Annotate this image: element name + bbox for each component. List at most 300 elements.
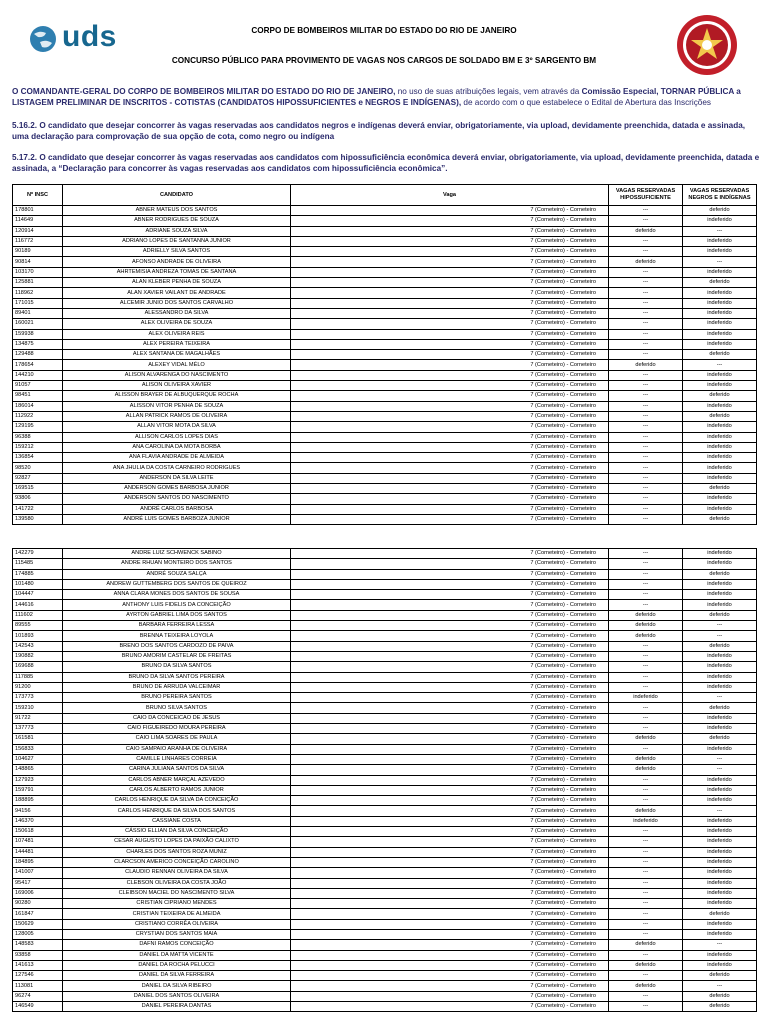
cell-negros-indigenas: ---	[683, 226, 757, 236]
cell-candidato: ANDERSON DA SILVA LEITE	[63, 473, 291, 483]
table-row	[13, 837, 757, 847]
cell-candidato: BRUNO DA SILVA SANTOS PEREIRA	[63, 672, 291, 682]
candidates-table-1	[12, 184, 757, 525]
cell-insc: 188895	[13, 796, 63, 806]
cell-insc: 128005	[13, 929, 63, 939]
cell-vaga: 7 (Corneteiro) - Corneteiro	[291, 857, 609, 867]
cell-insc: 89401	[13, 308, 63, 318]
table-row	[13, 785, 757, 795]
cell-candidato: CAIO LIMA SOARES DE PAULA	[63, 734, 291, 744]
cell-negros-indigenas: indeferido	[683, 785, 757, 795]
table-row	[13, 278, 757, 288]
cell-hipossuficiente: deferido	[609, 360, 683, 370]
cell-insc: 90280	[13, 899, 63, 909]
cell-vaga: 7 (Corneteiro) - Corneteiro	[291, 693, 609, 703]
table-row	[13, 514, 757, 524]
cell-candidato: CAIO FIGUEIREDO MOURA PEREIRA	[63, 724, 291, 734]
table-row	[13, 888, 757, 898]
table-row	[13, 298, 757, 308]
cell-hipossuficiente: ---	[609, 878, 683, 888]
cell-negros-indigenas: deferido	[683, 610, 757, 620]
cell-hipossuficiente: deferido	[609, 765, 683, 775]
cell-hipossuficiente: ---	[609, 899, 683, 909]
table-row	[13, 868, 757, 878]
cell-candidato: ALLAN PATRICK RAMOS DE OLIVEIRA	[63, 411, 291, 421]
table-row	[13, 929, 757, 939]
cell-insc: 146549	[13, 1002, 63, 1012]
cell-vaga: 7 (Corneteiro) - Corneteiro	[291, 600, 609, 610]
cell-vaga: 7 (Corneteiro) - Corneteiro	[291, 909, 609, 919]
cell-negros-indigenas: indeferido	[683, 494, 757, 504]
cell-negros-indigenas: indeferido	[683, 504, 757, 514]
cell-negros-indigenas: deferido	[683, 991, 757, 1001]
cell-negros-indigenas: indeferido	[683, 267, 757, 277]
header-candidato: CANDIDATO	[63, 185, 291, 206]
cell-insc: 134875	[13, 339, 63, 349]
table-row	[13, 806, 757, 816]
cell-vaga: 7 (Corneteiro) - Corneteiro	[291, 360, 609, 370]
table-row	[13, 919, 757, 929]
cell-hipossuficiente: ---	[609, 651, 683, 661]
header-vaga: Vaga	[291, 185, 609, 206]
cell-insc: 171015	[13, 298, 63, 308]
cell-insc: 93806	[13, 494, 63, 504]
candidates-table-2	[12, 548, 757, 1012]
cell-vaga: 7 (Corneteiro) - Corneteiro	[291, 888, 609, 898]
cell-insc: 178654	[13, 360, 63, 370]
table-row	[13, 236, 757, 246]
cell-negros-indigenas: deferido	[683, 278, 757, 288]
cell-negros-indigenas: ---	[683, 806, 757, 816]
table-row	[13, 991, 757, 1001]
cell-negros-indigenas: deferido	[683, 350, 757, 360]
page-header	[0, 0, 768, 80]
cell-negros-indigenas: deferido	[683, 514, 757, 524]
cell-vaga: 7 (Corneteiro) - Corneteiro	[291, 216, 609, 226]
cell-negros-indigenas: indeferido	[683, 473, 757, 483]
cell-candidato: ANDERSON SANTOS DO NASCIMENTO	[63, 494, 291, 504]
cell-negros-indigenas: indeferido	[683, 401, 757, 411]
cell-insc: 169515	[13, 484, 63, 494]
cell-insc: 142279	[13, 549, 63, 559]
cell-insc: 91722	[13, 713, 63, 723]
cell-negros-indigenas: indeferido	[683, 422, 757, 432]
cell-negros-indigenas: indeferido	[683, 216, 757, 226]
cell-vaga: 7 (Corneteiro) - Corneteiro	[291, 504, 609, 514]
cell-candidato: BRUNO AMORIM CASTELAR DE FREITAS	[63, 651, 291, 661]
cell-insc: 146370	[13, 816, 63, 826]
cell-candidato: CLARCSON AMERICO CONCEIÇÃO CAROLINO	[63, 857, 291, 867]
logo-wordmark: uds	[62, 20, 117, 53]
intro-normal-a: no uso de suas atribuições legais, vem através da	[395, 87, 582, 96]
cell-negros-indigenas: indeferido	[683, 432, 757, 442]
cell-negros-indigenas: deferido	[683, 569, 757, 579]
cell-negros-indigenas: deferido	[683, 703, 757, 713]
cell-vaga: 7 (Corneteiro) - Corneteiro	[291, 724, 609, 734]
table-row	[13, 370, 757, 380]
cell-insc: 141007	[13, 868, 63, 878]
cell-hipossuficiente: ---	[609, 857, 683, 867]
cell-candidato: ANDRÉ CARLOS BARBOSA	[63, 504, 291, 514]
table-row	[13, 579, 757, 589]
cell-candidato: ALISON OLIVEIRA XAVIER	[63, 381, 291, 391]
cell-insc: 117885	[13, 672, 63, 682]
cell-vaga: 7 (Corneteiro) - Corneteiro	[291, 514, 609, 524]
cell-candidato: ALLISON CARLOS LOPES DIAS	[63, 432, 291, 442]
cell-vaga: 7 (Corneteiro) - Corneteiro	[291, 298, 609, 308]
table-row	[13, 473, 757, 483]
intro-bold-a: O COMANDANTE-GERAL DO CORPO DE BOMBEIROS MILITAR DO ESTADO DO RIO DE JANEIRO,	[12, 87, 396, 96]
cell-candidato: ALAN XAVIER VAILANT DE ANDRADE	[63, 288, 291, 298]
table-row	[13, 621, 757, 631]
cell-vaga: 7 (Corneteiro) - Corneteiro	[291, 206, 609, 216]
cell-insc: 137773	[13, 724, 63, 734]
cell-vaga: 7 (Corneteiro) - Corneteiro	[291, 226, 609, 236]
cell-hipossuficiente: deferido	[609, 940, 683, 950]
cell-negros-indigenas: indeferido	[683, 847, 757, 857]
table-row	[13, 453, 757, 463]
table-row	[13, 1002, 757, 1012]
cell-insc: 95417	[13, 878, 63, 888]
table-row	[13, 442, 757, 452]
cell-vaga: 7 (Corneteiro) - Corneteiro	[291, 744, 609, 754]
table-header-row	[13, 185, 757, 206]
table-row	[13, 432, 757, 442]
cell-insc: 98451	[13, 391, 63, 401]
cell-hipossuficiente: ---	[609, 590, 683, 600]
cell-candidato: AYRTON GABRIEL LIMA DOS SANTOS	[63, 610, 291, 620]
document-subtitle: CONCURSO PÚBLICO PARA PROVIMENTO DE VAGAS NOS CARGOS DE SOLDADO BM E 3º SARGENTO BM	[171, 56, 597, 65]
cell-vaga: 7 (Corneteiro) - Corneteiro	[291, 703, 609, 713]
cell-hipossuficiente: ---	[609, 837, 683, 847]
table-row	[13, 971, 757, 981]
cell-negros-indigenas: indeferido	[683, 463, 757, 473]
cell-insc: 159791	[13, 785, 63, 795]
cell-insc: 160021	[13, 319, 63, 329]
cell-candidato: CAIO SAMPAIO ARANHA DE OLIVEIRA	[63, 744, 291, 754]
cell-candidato: ALEXEY VIDAL MÉLO	[63, 360, 291, 370]
table-row	[13, 600, 757, 610]
cell-insc: 190882	[13, 651, 63, 661]
cell-candidato: ANTHONY LUIS FIDELIS DA CONCEIÇÃO	[63, 600, 291, 610]
cell-insc: 103170	[13, 267, 63, 277]
cell-insc: 139580	[13, 514, 63, 524]
cell-negros-indigenas: indeferido	[683, 288, 757, 298]
cell-hipossuficiente: deferido	[609, 734, 683, 744]
cell-hipossuficiente: ---	[609, 971, 683, 981]
cell-vaga: 7 (Corneteiro) - Corneteiro	[291, 734, 609, 744]
cell-hipossuficiente: ---	[609, 473, 683, 483]
cell-insc: 94156	[13, 806, 63, 816]
cell-vaga: 7 (Corneteiro) - Corneteiro	[291, 339, 609, 349]
cell-vaga: 7 (Corneteiro) - Corneteiro	[291, 391, 609, 401]
table-row	[13, 216, 757, 226]
cell-negros-indigenas: indeferido	[683, 919, 757, 929]
cell-candidato: ALEX SANTANA DE MAGALHÃES	[63, 350, 291, 360]
cell-hipossuficiente: ---	[609, 484, 683, 494]
cell-vaga: 7 (Corneteiro) - Corneteiro	[291, 484, 609, 494]
cell-vaga: 7 (Corneteiro) - Corneteiro	[291, 796, 609, 806]
cell-negros-indigenas: indeferido	[683, 442, 757, 452]
cell-candidato: DANIEL DA ROCHA PELUCCI	[63, 960, 291, 970]
table-row	[13, 288, 757, 298]
cell-candidato: ALEX OLIVEIRA DE SOUZA	[63, 319, 291, 329]
cell-candidato: CARLOS ALBERTO RAMOS JUNIOR	[63, 785, 291, 795]
cell-candidato: ANA FLAVIA ANDRADE DE ALMEIDA	[63, 453, 291, 463]
cell-hipossuficiente: ---	[609, 432, 683, 442]
cell-hipossuficiente: indeferido	[609, 693, 683, 703]
cell-vaga: 7 (Corneteiro) - Corneteiro	[291, 765, 609, 775]
cell-candidato: CARLOS HENRIQUE DA SILVA DA CONCEIÇÃO	[63, 796, 291, 806]
cell-vaga: 7 (Corneteiro) - Corneteiro	[291, 827, 609, 837]
table-row	[13, 857, 757, 867]
table-row	[13, 610, 757, 620]
cell-candidato: CÁSSIO ELLIAN DA SILVA CONCEIÇÃO	[63, 827, 291, 837]
cell-candidato: ALEX PEREIRA TEIXEIRA	[63, 339, 291, 349]
cell-negros-indigenas: indeferido	[683, 775, 757, 785]
cell-negros-indigenas: indeferido	[683, 381, 757, 391]
cell-candidato: ALLAN VITOR MOTA DA SILVA	[63, 422, 291, 432]
cell-vaga: 7 (Corneteiro) - Corneteiro	[291, 981, 609, 991]
cell-vaga: 7 (Corneteiro) - Corneteiro	[291, 610, 609, 620]
table-2-body	[13, 549, 757, 1012]
header-insc: Nº INSC	[13, 185, 63, 206]
cell-candidato: DAFNI RAMOS CONCEIÇÃO	[63, 940, 291, 950]
cell-negros-indigenas: indeferido	[683, 878, 757, 888]
cell-candidato: DANIEL DA MATTA VICENTE	[63, 950, 291, 960]
table-row	[13, 422, 757, 432]
cell-hipossuficiente: ---	[609, 288, 683, 298]
cell-negros-indigenas: deferido	[683, 484, 757, 494]
cell-candidato: ANDREW GUTTEMBERG DOS SANTOS DE QUEIROZ	[63, 579, 291, 589]
table-row	[13, 950, 757, 960]
table-row	[13, 391, 757, 401]
cell-insc: 169688	[13, 662, 63, 672]
cell-insc: 92827	[13, 473, 63, 483]
cell-candidato: AFONSO ANDRADE DE OLIVEIRA	[63, 257, 291, 267]
cell-negros-indigenas: ---	[683, 754, 757, 764]
cell-hipossuficiente: ---	[609, 785, 683, 795]
cell-negros-indigenas: ---	[683, 360, 757, 370]
cell-vaga: 7 (Corneteiro) - Corneteiro	[291, 590, 609, 600]
cell-vaga: 7 (Corneteiro) - Corneteiro	[291, 878, 609, 888]
cell-hipossuficiente: ---	[609, 216, 683, 226]
cell-insc: 96388	[13, 432, 63, 442]
cell-hipossuficiente: ---	[609, 744, 683, 754]
cell-negros-indigenas: indeferido	[683, 319, 757, 329]
cell-candidato: CARLOS HENRIQUE DA SILVA DOS SANTOS	[63, 806, 291, 816]
cell-insc: 115485	[13, 559, 63, 569]
cell-vaga: 7 (Corneteiro) - Corneteiro	[291, 775, 609, 785]
cell-candidato: CASSIANE COSTA	[63, 816, 291, 826]
cell-hipossuficiente: ---	[609, 868, 683, 878]
table-row	[13, 672, 757, 682]
cell-vaga: 7 (Corneteiro) - Corneteiro	[291, 288, 609, 298]
cell-hipossuficiente: deferido	[609, 806, 683, 816]
cell-vaga: 7 (Corneteiro) - Corneteiro	[291, 651, 609, 661]
cell-negros-indigenas: indeferido	[683, 308, 757, 318]
cell-hipossuficiente: ---	[609, 278, 683, 288]
table-row	[13, 206, 757, 216]
cell-negros-indigenas: deferido	[683, 206, 757, 216]
table-row	[13, 734, 757, 744]
cell-hipossuficiente: ---	[609, 391, 683, 401]
cell-insc: 101893	[13, 631, 63, 641]
cell-insc: 125881	[13, 278, 63, 288]
cell-insc: 89555	[13, 621, 63, 631]
cell-vaga: 7 (Corneteiro) - Corneteiro	[291, 991, 609, 1001]
cell-vaga: 7 (Corneteiro) - Corneteiro	[291, 940, 609, 950]
cell-vaga: 7 (Corneteiro) - Corneteiro	[291, 950, 609, 960]
document-title: CORPO DE BOMBEIROS MILITAR DO ESTADO DO RIO DE JANEIRO	[251, 26, 517, 35]
cell-hipossuficiente: ---	[609, 682, 683, 692]
cell-insc: 159938	[13, 329, 63, 339]
cell-insc: 178801	[13, 206, 63, 216]
fire-department-seal-icon	[676, 14, 738, 76]
table-row	[13, 847, 757, 857]
cell-candidato: CHARLES DOS SANTOS ROZA MUNIZ	[63, 847, 291, 857]
cell-negros-indigenas: indeferido	[683, 682, 757, 692]
cell-candidato: CARLOS ABNER MARÇAL AZEVEDO	[63, 775, 291, 785]
cell-hipossuficiente: ---	[609, 579, 683, 589]
table-row	[13, 775, 757, 785]
cell-negros-indigenas: indeferido	[683, 796, 757, 806]
cell-negros-indigenas: indeferido	[683, 857, 757, 867]
cell-negros-indigenas: indeferido	[683, 549, 757, 559]
cell-candidato: ANDRÉ SOUZA SALÇA	[63, 569, 291, 579]
cell-hipossuficiente: ---	[609, 641, 683, 651]
cell-insc: 186014	[13, 401, 63, 411]
table-row	[13, 744, 757, 754]
cell-hipossuficiente: ---	[609, 991, 683, 1001]
cell-hipossuficiente: ---	[609, 559, 683, 569]
table-row	[13, 796, 757, 806]
cell-vaga: 7 (Corneteiro) - Corneteiro	[291, 463, 609, 473]
table-row	[13, 247, 757, 257]
cell-hipossuficiente: ---	[609, 267, 683, 277]
cell-insc: 98520	[13, 463, 63, 473]
cell-vaga: 7 (Corneteiro) - Corneteiro	[291, 919, 609, 929]
cell-hipossuficiente: deferido	[609, 610, 683, 620]
cell-insc: 111602	[13, 610, 63, 620]
cell-negros-indigenas: deferido	[683, 734, 757, 744]
cell-hipossuficiente: deferido	[609, 226, 683, 236]
cell-negros-indigenas: ---	[683, 621, 757, 631]
table-row	[13, 411, 757, 421]
cell-vaga: 7 (Corneteiro) - Corneteiro	[291, 579, 609, 589]
cell-negros-indigenas: indeferido	[683, 868, 757, 878]
cell-vaga: 7 (Corneteiro) - Corneteiro	[291, 473, 609, 483]
cell-vaga: 7 (Corneteiro) - Corneteiro	[291, 411, 609, 421]
cell-hipossuficiente: ---	[609, 370, 683, 380]
cell-negros-indigenas: indeferido	[683, 960, 757, 970]
cell-negros-indigenas: ---	[683, 940, 757, 950]
cell-candidato: ANNA CLARA MONES DOS SANTOS DE SOUSA	[63, 590, 291, 600]
cell-hipossuficiente: ---	[609, 1002, 683, 1012]
cell-vaga: 7 (Corneteiro) - Corneteiro	[291, 350, 609, 360]
cell-negros-indigenas: indeferido	[683, 713, 757, 723]
cell-hipossuficiente: deferido	[609, 257, 683, 267]
cell-hipossuficiente: ---	[609, 724, 683, 734]
cell-vaga: 7 (Corneteiro) - Corneteiro	[291, 422, 609, 432]
table-row	[13, 631, 757, 641]
cell-candidato: ALEX OLIVEIRA REIS	[63, 329, 291, 339]
cell-insc: 104627	[13, 754, 63, 764]
cell-insc: 161581	[13, 734, 63, 744]
cell-insc: 112922	[13, 411, 63, 421]
table-row	[13, 816, 757, 826]
table-row	[13, 401, 757, 411]
cell-hipossuficiente: ---	[609, 796, 683, 806]
cell-negros-indigenas: ---	[683, 631, 757, 641]
cell-vaga: 7 (Corneteiro) - Corneteiro	[291, 442, 609, 452]
table-row	[13, 724, 757, 734]
cell-vaga: 7 (Corneteiro) - Corneteiro	[291, 267, 609, 277]
table-row	[13, 267, 757, 277]
cell-negros-indigenas: indeferido	[683, 827, 757, 837]
uds-logo	[28, 22, 148, 56]
rule-paragraph-5-16-2: 5.16.2. O candidato que desejar concorrer às vagas reservadas aos candidatos negros e indígenas deverá enviar, obrigatoriamente, via upload, devidamente preenchida, datada e assinada, uma declaração para comprovação de sua opção de cota, como negro ou indígena	[12, 121, 746, 141]
cell-negros-indigenas: indeferido	[683, 339, 757, 349]
cell-insc: 113081	[13, 981, 63, 991]
globe-icon	[28, 24, 58, 54]
cell-insc: 129488	[13, 350, 63, 360]
cell-insc: 127923	[13, 775, 63, 785]
cell-vaga: 7 (Corneteiro) - Corneteiro	[291, 929, 609, 939]
table-row	[13, 878, 757, 888]
cell-insc: 90189	[13, 247, 63, 257]
table-row	[13, 226, 757, 236]
table-row	[13, 960, 757, 970]
cell-insc: 91057	[13, 381, 63, 391]
cell-vaga: 7 (Corneteiro) - Corneteiro	[291, 432, 609, 442]
cell-insc: 120914	[13, 226, 63, 236]
cell-candidato: CESAR AUGUSTO LOPES DA PAIXÃO CALIXTO	[63, 837, 291, 847]
cell-vaga: 7 (Corneteiro) - Corneteiro	[291, 559, 609, 569]
cell-negros-indigenas: indeferido	[683, 899, 757, 909]
cell-vaga: 7 (Corneteiro) - Corneteiro	[291, 899, 609, 909]
cell-negros-indigenas: indeferido	[683, 590, 757, 600]
table-1-body	[13, 206, 757, 525]
cell-vaga: 7 (Corneteiro) - Corneteiro	[291, 569, 609, 579]
cell-insc: 118962	[13, 288, 63, 298]
table-row	[13, 308, 757, 318]
cell-insc: 156833	[13, 744, 63, 754]
cell-negros-indigenas: indeferido	[683, 559, 757, 569]
cell-insc: 107481	[13, 837, 63, 847]
table-row	[13, 899, 757, 909]
cell-insc: 148865	[13, 765, 63, 775]
cell-insc: 93858	[13, 950, 63, 960]
cell-candidato: BRUNO SILVA SANTOS	[63, 703, 291, 713]
table-row	[13, 329, 757, 339]
cell-negros-indigenas: indeferido	[683, 329, 757, 339]
cell-negros-indigenas: indeferido	[683, 600, 757, 610]
cell-hipossuficiente: ---	[609, 703, 683, 713]
table-row	[13, 504, 757, 514]
cell-hipossuficiente: deferido	[609, 981, 683, 991]
cell-negros-indigenas: deferido	[683, 641, 757, 651]
cell-candidato: CLAUDIO RENNAN OLIVEIRA DA SILVA	[63, 868, 291, 878]
cell-hipossuficiente: ---	[609, 662, 683, 672]
cell-hipossuficiente: ---	[609, 411, 683, 421]
table-row	[13, 703, 757, 713]
header-negros-indigenas: VAGAS RESERVADAS NEGROS E INDÍGENAS	[683, 185, 757, 206]
cell-candidato: ALISSON VITOR PENHA DE SOUZA	[63, 401, 291, 411]
cell-vaga: 7 (Corneteiro) - Corneteiro	[291, 837, 609, 847]
cell-hipossuficiente: ---	[609, 319, 683, 329]
cell-candidato: CRISTIAN CIPRIANO MENDES	[63, 899, 291, 909]
